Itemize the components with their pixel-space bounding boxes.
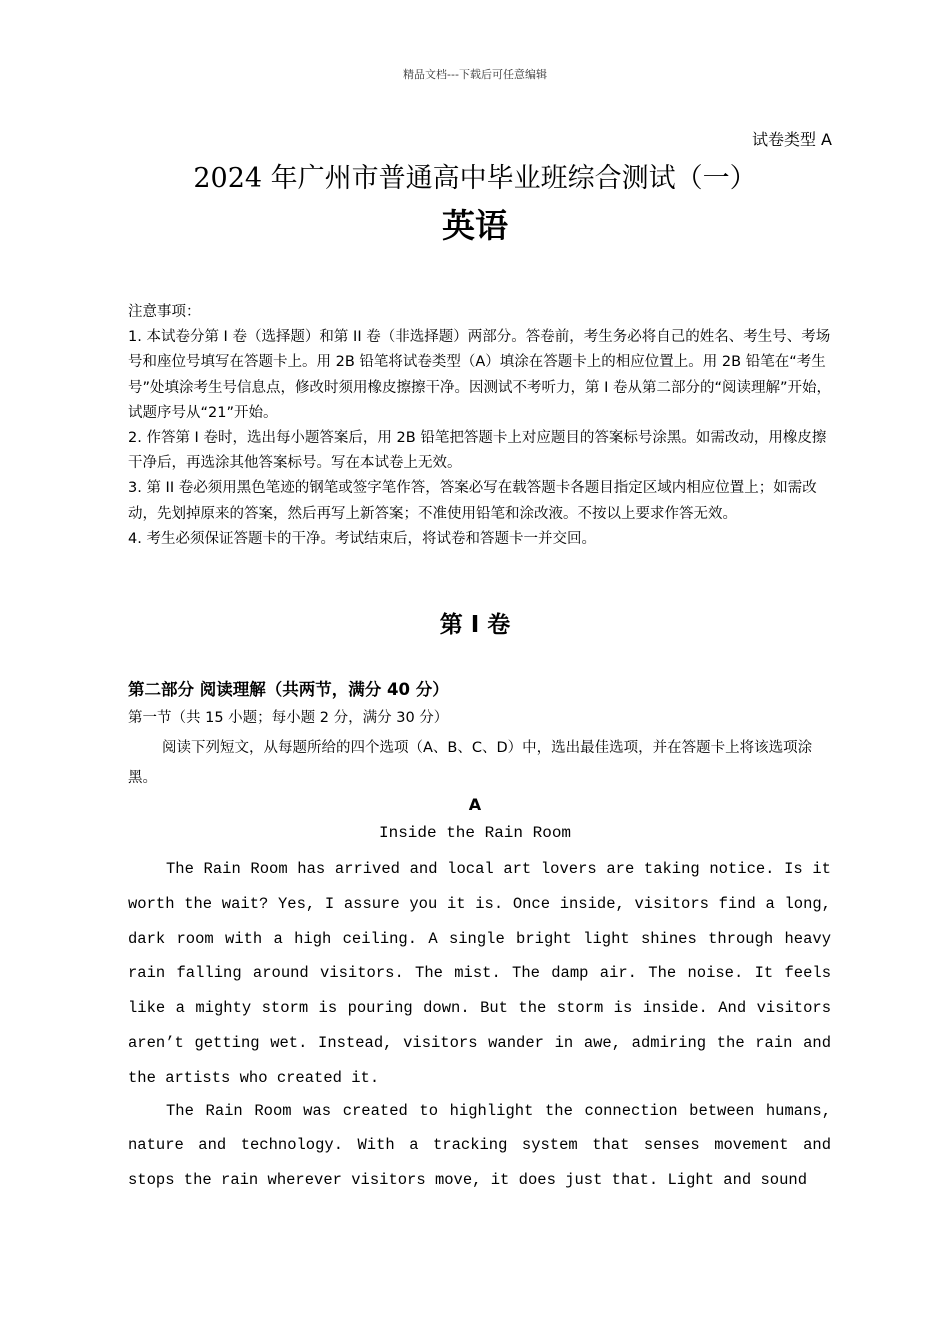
notes-heading: 注意事项： — [128, 304, 201, 320]
exam-title: 2024 年广州市普通高中毕业班综合测试（一） — [193, 163, 757, 194]
exam-notes — [128, 300, 832, 552]
reading-instruction: 阅读下列短文，从每题所给的四个选项（A、B、C、D）中，选出最佳选项，并在答题卡上将该选项涂黑。 — [128, 740, 813, 786]
sub-part-title: 第一节（共 15 小题；每小题 2 分，满分 30 分） — [128, 710, 449, 726]
notes-item-2: 2. 作答第 I 卷时，选出每小题答案后，用 2B 铅笔把答题卡上对应题目的答案标号涂黑。如需改动，用橡皮擦干净后，再选涂其他答案标号。写在本试卷上无效。 — [128, 430, 827, 472]
watermark-text: 精品文档---下载后可任意编辑 — [403, 68, 547, 81]
notes-item-1: 1. 本试卷分第 I 卷（选择题）和第 II 卷（非选择题）两部分。答卷前，考生务必将自己的姓名、考生号、考场号和座位号填写在答题卡上。用 2B 铅笔将试卷类型（A）填涂在答题卡上的相应位置上。用 2B 铅笔在“考生号”处填涂考生号信息点，修改时须用橡皮擦擦干净。因测试不考听力，第 I 卷从第二部分的“阅读理解”开始，试题序号从“21”开始。 — [128, 329, 832, 421]
passage-letter: A — [468, 795, 482, 814]
paper-type-label: 试卷类型 A — [751, 130, 832, 149]
part-title: 第二部分 阅读理解（共两节，满分 40 分） — [128, 680, 449, 699]
notes-item-4: 4. 考生必须保证答题卡的干净。考试结束后，将试卷和答题卡一并交回。 — [128, 530, 596, 547]
section-title: 第 I 卷 — [439, 612, 511, 638]
subject-title: 英语 — [442, 206, 508, 245]
passage-paragraph-1: The Rain Room has arrived and local art lovers are taking notice. Is it worth the wait? Yes, I assure you it is. Once inside, visitors find a long, dark room with a high ceiling. A single bright light shines through heavy rain falling around visitors. The mist. The damp air. The noise. It feels like a mighty storm is pouring down. But the storm is inside. And visitors aren’t getting wet. Instead, visitors wander in awe, admiring the rain and the artists who created it. — [128, 860, 831, 1087]
passage-title: Inside the Rain Room — [378, 824, 572, 842]
notes-item-3: 3. 第 II 卷必须用黑色笔迹的钢笔或签字笔作答，答案必写在载答题卡各题目指定区域内相应位置上；如需改动，先划掉原来的答案，然后再写上新答案；不准使用铅笔和涂改液。不按以上要求作答无效。 — [128, 480, 817, 522]
passage-paragraph-2: The Rain Room was created to highlight the connection between humans, nature and technology. With a tracking system that senses movement and stops the rain wherever visitors move, it does just that. Light and sound — [128, 1101, 831, 1190]
passage-body — [128, 852, 831, 1196]
